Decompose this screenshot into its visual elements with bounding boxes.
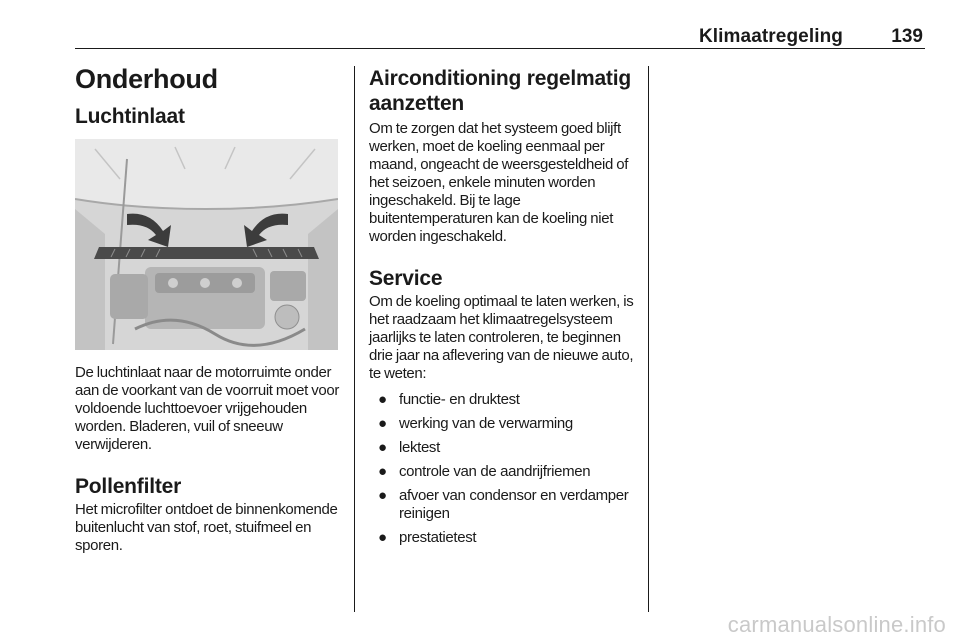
service-list — [369, 391, 637, 547]
column-divider-1 — [354, 66, 355, 612]
air-inlet-heading: Luchtinlaat — [75, 105, 185, 128]
chapter-title: Klimaatregeling — [698, 26, 843, 47]
ac-regular-heading: Airconditioning regelmatig aanzetten — [369, 67, 631, 115]
page-header — [75, 22, 925, 49]
pollen-filter-heading: Pollenfilter — [75, 475, 182, 498]
service-text: Om de koeling optimaal te laten werken, is het raadzaam het klimaatregelsysteem jaarlijks te laten controleren, te beginnen drie jaar na aflevering van de nieuwe auto, te weten: — [369, 293, 634, 382]
bullet-icon: ● — [378, 391, 387, 408]
ac-regular-text: Om te zorgen dat het systeem goed blijft werken, moet de koeling eenmaal per maand, ongeacht de weersgesteldheid of het seizoen, enkele minuten worden ingeschakeld. Bij te lage buitentemperaturen kan de koeling niet worden ingeschakeld. — [369, 120, 629, 245]
list-item: ● functie- en druktest — [378, 391, 520, 408]
list-item: ● werking van de verwarming — [378, 415, 573, 432]
list-item: ● prestatietest — [378, 529, 477, 546]
service-heading: Service — [369, 267, 443, 290]
left-column — [75, 62, 343, 555]
engine-bay-illustration — [75, 139, 338, 350]
bullet-icon: ● — [378, 439, 387, 456]
right-column — [369, 66, 637, 553]
list-item: ● controle van de aandrijfriemen — [378, 463, 591, 480]
air-inlet-text: De luchtinlaat naar de motorruimte onder aan de voorkant van de voorruit moet voor voldoende luchttoevoer vrijgehouden worden. Bladeren, vuil of sneeuw verwijderen. — [75, 364, 339, 453]
list-item: ● afvoer van condensor en verdamper reinigen — [378, 487, 629, 522]
watermark: carmanualsonline.info — [727, 612, 946, 637]
list-item: ● lektest — [378, 439, 440, 456]
bullet-icon: ● — [378, 415, 387, 432]
page-number: 139 — [891, 26, 923, 47]
pollen-filter-text: Het microfilter ontdoet de binnenkomende buitenlucht van stof, roet, stuifmeel en sporen. — [75, 501, 338, 554]
section-title: Onderhoud — [75, 64, 218, 94]
bullet-icon: ● — [378, 487, 387, 504]
bullet-icon: ● — [378, 463, 387, 480]
column-divider-2 — [648, 66, 649, 612]
bullet-icon: ● — [378, 529, 387, 546]
